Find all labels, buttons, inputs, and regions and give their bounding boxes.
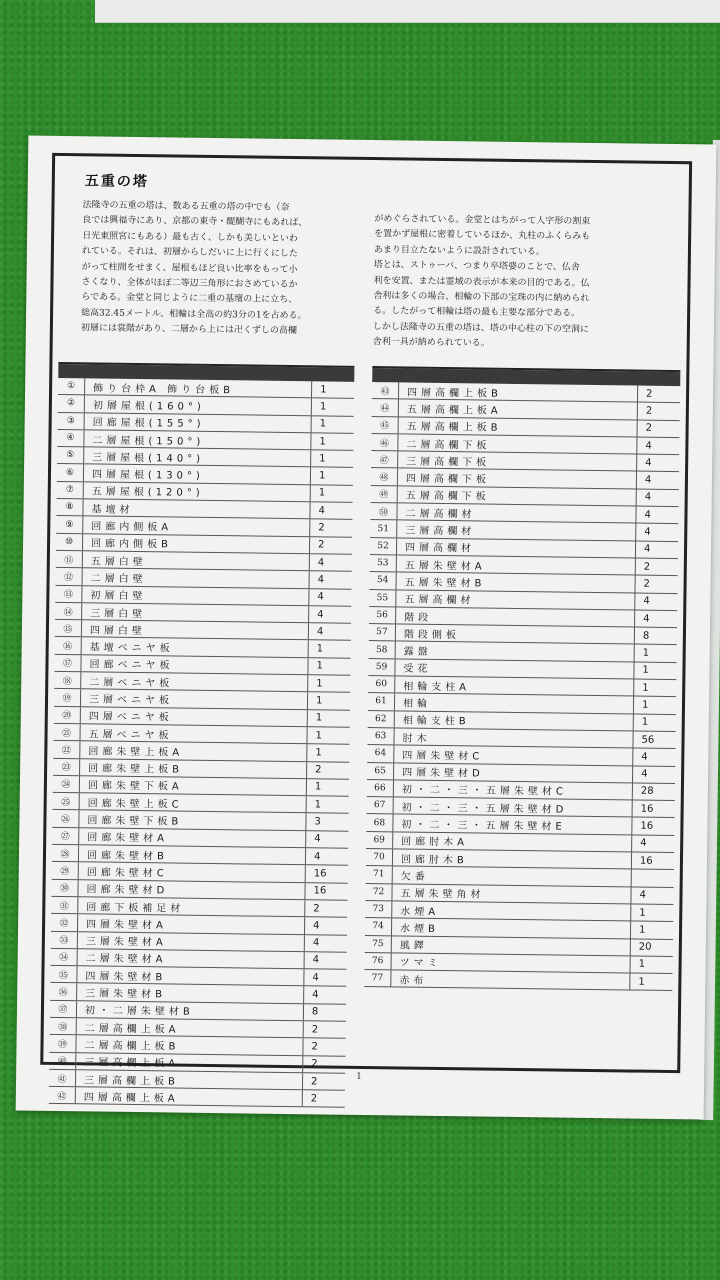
part-quantity: 1 — [315, 729, 323, 742]
part-number: ㊵ — [49, 1052, 76, 1069]
part-name: 四層高欄下板 — [398, 469, 637, 488]
page-number: 1 — [356, 1071, 362, 1082]
part-quantity: 4 — [645, 457, 652, 469]
intro-line: さくなり、全体がほぼ二等辺三角形におさめているか — [81, 277, 298, 291]
part-number: ㊿ — [370, 503, 397, 520]
part-number: ⑥ — [57, 464, 84, 481]
part-number: ㉞ — [51, 949, 78, 966]
part-name: 水煙B — [392, 919, 631, 938]
part-number: ㊺ — [372, 417, 399, 434]
part-name: 初・二・三・五層朱壁材C — [394, 780, 633, 799]
part-number: ⑬ — [55, 585, 82, 602]
part-number: ⑦ — [57, 482, 84, 499]
part-name: 四層朱壁材B — [77, 966, 304, 985]
part-number: ⑪ — [56, 551, 83, 568]
intro-line: る。したがって相輪は塔の最も主要な部分である。 — [373, 306, 581, 320]
part-number: ㉚ — [51, 880, 78, 897]
part-quantity: 4 — [643, 595, 650, 607]
part-quantity: 1 — [319, 418, 327, 430]
intro-line: 良では興福寺にあり、京都の東寺・醍醐寺にもあれば、 — [82, 215, 308, 229]
part-quantity: 4 — [314, 833, 321, 845]
part-name: 四層高欄上板B — [399, 382, 638, 401]
part-quantity: 2 — [313, 902, 320, 914]
part-name: 二層高欄上板B — [76, 1036, 303, 1055]
part-name: 赤布 — [391, 970, 630, 989]
part-name: 風鐸 — [392, 936, 631, 955]
part-name: 二層朱壁材A — [78, 949, 305, 968]
intro-line: 利を安置、または霊域の表示が本来の目的である。仏 — [373, 275, 590, 289]
intro-text-right — [373, 212, 649, 354]
part-quantity: 1 — [319, 453, 326, 465]
part-quantity: 2 — [311, 1023, 319, 1036]
part-number: ⑧ — [56, 499, 83, 516]
part-number: ⑫ — [56, 568, 83, 585]
part-name: 五層高欄下板 — [398, 486, 637, 505]
part-quantity: 1 — [315, 747, 322, 759]
part-number: ④ — [57, 430, 84, 447]
part-name: 五層朱壁材A — [397, 555, 636, 574]
instruction-sheet — [16, 136, 717, 1120]
part-name: 四層白壁 — [82, 620, 309, 639]
part-number: 60 — [368, 676, 395, 693]
part-quantity: 2 — [311, 1058, 318, 1070]
part-name: 回廊肘木B — [393, 849, 632, 868]
part-number: 61 — [368, 693, 395, 710]
part-name: 五層高欄上板A — [399, 400, 638, 419]
part-name: 五層白壁 — [83, 551, 310, 570]
part-quantity: 1 — [316, 660, 323, 672]
part-name: 露盤 — [396, 642, 635, 661]
part-name: 回廊内側板B — [83, 534, 310, 553]
part-number: 77 — [364, 970, 391, 987]
intro-line: 舎利は多くの場合、相輪の下部の宝珠の内に納められ — [373, 291, 590, 304]
intro-line: 日光東照宮にもある）最も古く、しかも美しいといわ — [82, 231, 298, 244]
part-quantity: 1 — [319, 435, 326, 447]
part-name: 三層屋根(140°) — [84, 447, 311, 466]
part-name: 四層高欄上板A — [76, 1087, 303, 1106]
part-number: ㉗ — [52, 828, 79, 845]
part-number: 58 — [369, 641, 396, 658]
part-number: 76 — [365, 953, 392, 970]
part-number: ⑨ — [56, 516, 83, 533]
part-number: ㊻ — [371, 434, 398, 451]
part-quantity: 1 — [319, 401, 327, 413]
part-name: 回廊下板補足材 — [78, 897, 305, 916]
part-number: ㉔ — [53, 776, 80, 793]
part-number: 74 — [365, 918, 392, 935]
part-number: 55 — [369, 590, 396, 607]
part-name: 飾り台枠A 飾り台板B — [85, 378, 312, 397]
part-number: ⑭ — [55, 603, 82, 620]
part-number: 68 — [366, 814, 393, 831]
part-number: 71 — [366, 866, 393, 883]
part-quantity: 2 — [318, 522, 325, 534]
part-quantity: 1 — [642, 665, 649, 677]
part-quantity: 4 — [645, 440, 652, 452]
intro-line: 舎利一具が納められている。 — [372, 337, 490, 349]
part-number: ③ — [58, 413, 85, 430]
part-number: ㉜ — [51, 914, 78, 931]
part-quantity: 1 — [320, 384, 327, 396]
part-quantity: 2 — [643, 561, 651, 573]
page-title: 五重の塔 — [84, 173, 149, 191]
part-number: ㊷ — [49, 1087, 76, 1104]
part-number: 57 — [369, 624, 396, 641]
part-quantity: 4 — [317, 556, 325, 569]
part-name: 四層朱壁材A — [78, 914, 305, 933]
part-number: 63 — [367, 728, 394, 745]
part-number: 70 — [366, 849, 393, 866]
intro-line: れている。それは、初層からしだいに上に行くにした — [81, 246, 298, 260]
part-name: 欠番 — [393, 867, 632, 886]
part-quantity: 4 — [318, 505, 325, 517]
part-name: 回廊屋根(155°) — [85, 413, 312, 432]
intro-line: 総高32.45メートル、相輪は全高の約3分の1を占める。 — [81, 307, 307, 321]
part-number: 72 — [365, 884, 392, 901]
part-number: ㉛ — [51, 897, 78, 914]
part-quantity: 1 — [314, 799, 322, 811]
intro-line: しかし法隆寺の五重の塔は、塔の中心柱の下の空洞に — [372, 321, 589, 335]
part-name: 五層朱壁角材 — [392, 884, 631, 903]
part-quantity: 2 — [645, 422, 653, 434]
part-quantity: 1 — [316, 678, 323, 690]
part-quantity: 4 — [313, 920, 320, 932]
part-name: 三層高欄上板B — [76, 1070, 303, 1089]
part-name: 五層高欄上板B — [399, 417, 638, 436]
part-number: 73 — [365, 901, 392, 918]
part-quantity: 16 — [640, 820, 654, 832]
part-name: 基壇材 — [83, 499, 310, 518]
part-name: 三層朱壁材A — [78, 932, 305, 951]
part-number: 54 — [370, 572, 397, 589]
parts-list — [49, 378, 354, 1108]
part-number: ㉓ — [53, 758, 80, 775]
part-name: 四層朱壁材D — [394, 763, 633, 782]
table-row — [49, 1087, 345, 1108]
part-name: 回廊朱壁下板B — [79, 811, 306, 830]
part-name: 五層高欄材 — [396, 590, 635, 609]
part-quantity: 28 — [640, 786, 654, 798]
part-quantity: 1 — [641, 716, 649, 728]
part-name: 初層白壁 — [82, 586, 309, 605]
part-name: 水煙A — [392, 901, 631, 920]
part-number: ㊾ — [371, 486, 398, 503]
intro-text-left — [81, 198, 357, 340]
part-number: ㊸ — [372, 382, 399, 399]
part-quantity: 1 — [638, 976, 645, 988]
part-name: 回廊朱壁下板A — [80, 776, 307, 795]
part-name: 回廊朱壁上板A — [80, 742, 307, 761]
intro-line: 法隆寺の五重の塔は、数ある五重の塔の中でも（奈 — [82, 200, 290, 213]
part-name: 基壇ベニヤ板 — [82, 638, 309, 657]
part-number: 56 — [369, 607, 396, 624]
part-name: 初・二・三・五層朱壁材E — [393, 815, 632, 834]
part-quantity: 4 — [312, 937, 320, 949]
part-quantity: 1 — [314, 781, 322, 793]
part-number: ㊶ — [49, 1070, 76, 1087]
part-number: 64 — [367, 745, 394, 762]
part-number: ⑮ — [55, 620, 82, 637]
part-quantity: 2 — [310, 1093, 318, 1105]
part-quantity: 4 — [312, 989, 319, 1001]
part-name: 回廊肘木A — [393, 832, 632, 851]
part-number: ㉙ — [52, 862, 79, 879]
part-number: ⑳ — [54, 707, 81, 724]
part-name: 初・二層朱壁材B — [77, 1001, 304, 1020]
part-quantity: 4 — [644, 492, 652, 504]
part-quantity: 4 — [317, 574, 325, 586]
part-quantity: 4 — [640, 837, 647, 850]
part-name: 四層屋根(130°) — [84, 465, 311, 484]
part-quantity: 4 — [643, 613, 650, 625]
part-number: 66 — [367, 780, 394, 797]
part-quantity: 1 — [315, 712, 323, 724]
part-number: ⑤ — [57, 447, 84, 464]
part-quantity: 56 — [641, 734, 655, 746]
parts-table-right — [363, 366, 680, 1066]
intro-line: あまり目立たないように設計されている。 — [373, 244, 546, 258]
part-number: 75 — [365, 936, 392, 953]
intro-section — [53, 156, 689, 354]
part-number: ㉘ — [52, 845, 79, 862]
part-quantity: 16 — [640, 803, 654, 815]
part-number: ① — [58, 378, 85, 395]
part-number: ㊼ — [371, 451, 398, 468]
part-name: 階段 — [396, 607, 635, 626]
part-number: ㉝ — [51, 931, 78, 948]
part-name: 相輪支柱B — [395, 711, 634, 730]
part-quantity: 4 — [644, 474, 652, 486]
part-name: 三層高欄上板A — [76, 1053, 303, 1072]
part-quantity: 2 — [311, 1041, 318, 1053]
intro-line: 塔とは、ストゥーパ、つまり卒塔婆のことで、仏舎 — [373, 260, 580, 273]
part-quantity: 4 — [317, 608, 324, 620]
part-name: 五層ベニヤ板 — [80, 724, 307, 743]
part-name: 回廊朱壁上板B — [80, 759, 307, 778]
part-quantity: 1 — [642, 647, 650, 659]
part-number: ㉖ — [52, 810, 79, 827]
part-number: 67 — [367, 797, 394, 814]
part-quantity: 1 — [315, 695, 323, 707]
part-number: 52 — [370, 538, 397, 555]
part-quantity: 16 — [313, 885, 327, 897]
part-name: 階段側板 — [396, 625, 635, 644]
part-number: 65 — [367, 763, 394, 780]
part-name: 初・二・三・五層朱壁材D — [394, 798, 633, 817]
background-sheet — [95, 0, 720, 23]
part-quantity: 2 — [643, 578, 651, 590]
part-number: ② — [58, 395, 85, 412]
part-name: 回廊朱壁材D — [78, 880, 305, 899]
part-name: 二層高欄下板 — [398, 434, 637, 453]
part-number: ⑯ — [55, 637, 82, 654]
part-quantity: 4 — [641, 751, 648, 763]
part-quantity: 4 — [313, 850, 321, 863]
part-quantity: 2 — [645, 405, 653, 417]
part-name: 四層朱壁材C — [394, 746, 633, 765]
part-name: 回廊朱壁材B — [79, 845, 306, 864]
part-quantity: 1 — [638, 959, 646, 971]
part-quantity: 8 — [311, 1006, 319, 1018]
part-quantity: 1 — [318, 487, 326, 499]
part-quantity: 16 — [313, 868, 327, 880]
part-name: 二層屋根(150°) — [84, 430, 311, 449]
intro-line: 初層には裳階があり、二層から上には卍くずしの高欄 — [80, 323, 297, 337]
part-number: ㊹ — [372, 399, 399, 416]
part-name: 三層白壁 — [82, 603, 309, 622]
part-name: 三層高欄材 — [397, 521, 636, 540]
intro-line: を置かず屋根に密着しているほか、丸柱のふくらみも — [374, 229, 591, 243]
intro-line: がって柱間をせまく、屋根もほど良い比率をもって小 — [81, 261, 298, 275]
part-quantity: 1 — [639, 907, 646, 919]
intro-line: らである。金堂と同じように二重の基壇の上に立ち、 — [81, 292, 298, 306]
parts-table-left — [49, 362, 354, 1105]
part-name: 五層朱壁材B — [397, 573, 636, 592]
part-quantity: 4 — [643, 543, 651, 556]
part-name: 四層高欄材 — [397, 538, 636, 557]
part-name: 回廊内側板A — [83, 517, 310, 536]
part-number: ㉟ — [50, 966, 77, 983]
part-quantity: 16 — [639, 855, 653, 867]
part-quantity: 2 — [315, 764, 322, 776]
part-quantity: 2 — [310, 1075, 318, 1087]
part-quantity: 4 — [312, 972, 319, 984]
part-name: 三層高欄下板 — [398, 452, 637, 471]
part-number: 69 — [366, 832, 393, 849]
part-name: 五層屋根(120°) — [84, 482, 311, 501]
part-name: 肘木 — [394, 728, 633, 747]
part-name: 回廊朱壁上板C — [80, 793, 307, 812]
part-quantity: 4 — [641, 768, 648, 780]
part-quantity: 1 — [642, 682, 649, 694]
intro-line: がめぐらされている。金堂とはちがって人字形の割束 — [374, 214, 591, 227]
part-quantity: 3 — [314, 816, 321, 828]
part-number: ⑲ — [54, 689, 81, 706]
page-frame — [40, 153, 692, 1105]
part-quantity: 4 — [639, 889, 646, 901]
part-quantity: 1 — [638, 924, 646, 936]
part-number: ㊽ — [371, 469, 398, 486]
part-quantity: 1 — [316, 643, 324, 655]
part-name: 初層屋根(160°) — [85, 396, 312, 415]
part-name: 三層朱壁材B — [77, 984, 304, 1003]
part-number: ㊱ — [50, 983, 77, 1000]
part-name: 二層高欄上板A — [77, 1018, 304, 1037]
part-number: ㉑ — [53, 724, 80, 741]
part-name: ツマミ — [392, 953, 631, 972]
part-quantity: 4 — [317, 591, 324, 603]
part-quantity: 4 — [316, 626, 324, 638]
part-quantity: 2 — [646, 388, 653, 400]
part-name: 受花 — [395, 659, 634, 678]
part-quantity: 20 — [638, 941, 652, 953]
part-quantity: 1 — [641, 699, 649, 711]
part-number: 59 — [368, 659, 395, 676]
part-number: 51 — [370, 520, 397, 537]
table-row — [364, 970, 672, 991]
part-name: 回廊朱壁材A — [79, 828, 306, 847]
part-quantity: 4 — [644, 526, 651, 538]
part-name: 回廊朱壁材C — [79, 863, 306, 882]
part-number: 62 — [368, 711, 395, 728]
part-number: ㊴ — [49, 1035, 76, 1052]
part-name: 四層ベニヤ板 — [81, 707, 308, 726]
part-name: 二層白壁 — [83, 569, 310, 588]
part-quantity: 4 — [644, 509, 651, 521]
part-number: ㊲ — [50, 1001, 77, 1018]
part-name: 相輪支柱A — [395, 676, 634, 695]
part-number: ㊳ — [50, 1018, 77, 1035]
parts-list — [364, 382, 680, 991]
part-number: ⑰ — [54, 655, 81, 672]
part-number: ㉒ — [53, 741, 80, 758]
part-number: ㉕ — [53, 793, 80, 810]
part-name: 回廊ベニヤ板 — [81, 655, 308, 674]
part-name: 相輪 — [395, 694, 634, 713]
part-number: ⑱ — [54, 672, 81, 689]
part-quantity — [632, 870, 674, 887]
part-number: ⑩ — [56, 534, 83, 551]
part-name: 二層高欄材 — [397, 503, 636, 522]
part-quantity: 2 — [318, 539, 325, 551]
part-quantity: 4 — [312, 954, 320, 966]
part-number: 53 — [370, 555, 397, 572]
part-quantity: 1 — [318, 470, 326, 482]
part-name: 三層ベニヤ板 — [81, 690, 308, 709]
part-name: 二層ベニヤ板 — [81, 672, 308, 691]
part-quantity: 8 — [642, 630, 650, 642]
